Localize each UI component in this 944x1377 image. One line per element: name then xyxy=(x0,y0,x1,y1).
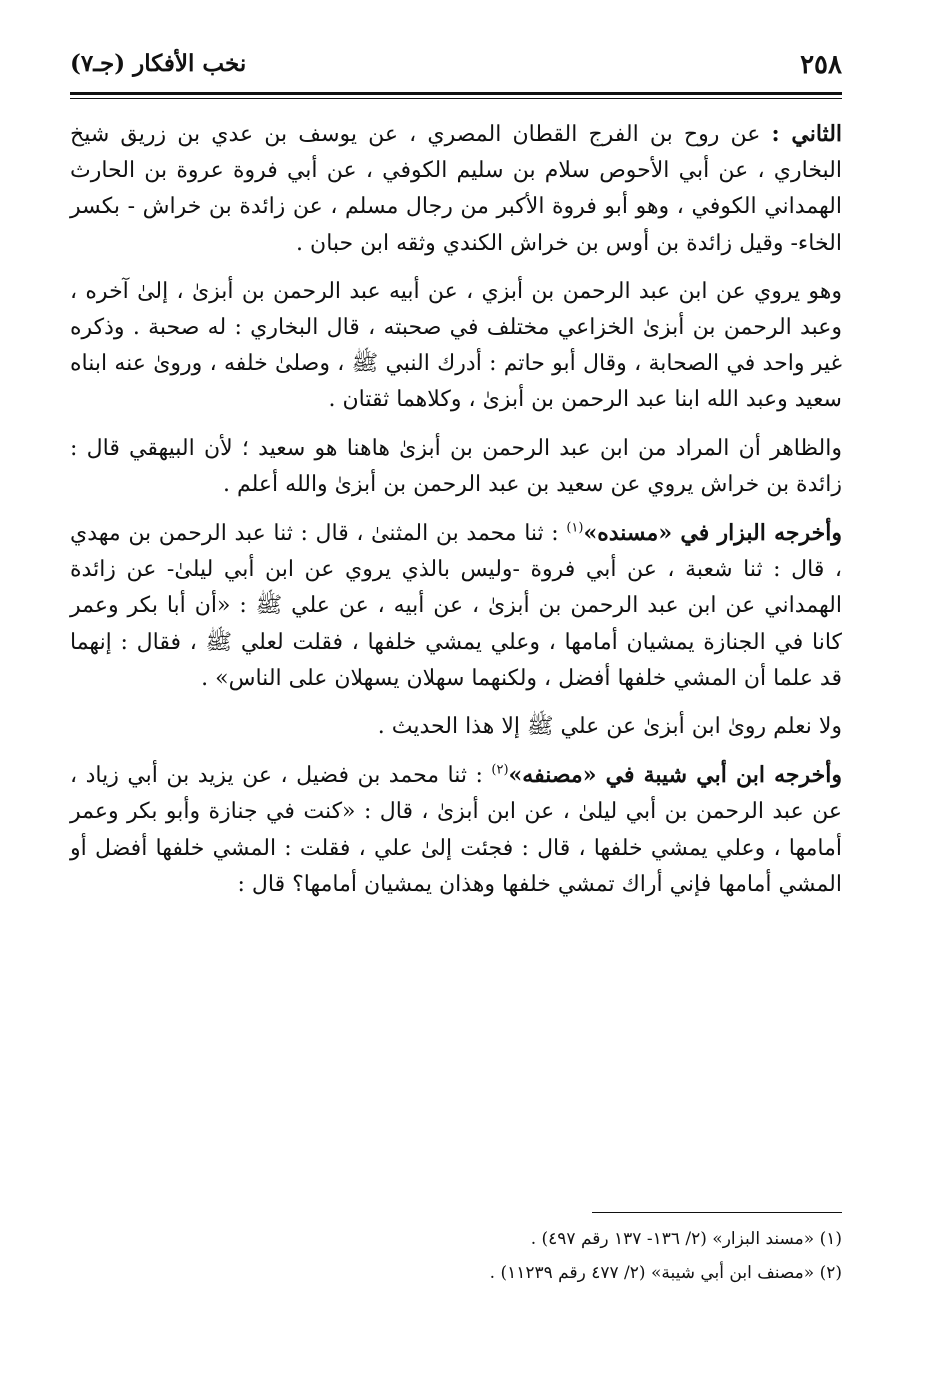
footnote-ref-2[interactable]: (٢) xyxy=(491,762,509,778)
paragraph-lead: الثاني : xyxy=(771,121,843,147)
paragraph-4 xyxy=(70,515,842,697)
book-page xyxy=(70,44,842,1344)
header-rule-thin xyxy=(70,98,842,99)
footnote-1: (١) «مسند البزار» (٢/ ١٣٦- ١٣٧ رقم ٤٩٧) . xyxy=(530,1229,842,1249)
paragraph-lead: وأخرجه ابن أبي شيبة في «مصنفه» xyxy=(508,762,842,789)
footnotes xyxy=(70,1222,842,1290)
paragraph-text: : ثنا محمد بن فضيل ، عن يزيد بن أبي زياد ، عن عبد الرحمن بن أبي ليلىٰ ، عن ابن أبزىٰ ، قال : «كنت في جنازة وأبو بكر وعمر أمامها ، وعلي يمشي خلفها ، قال : فجئت إلىٰ علي ، فقلت : المشي خلفها أفضل أو المشي أمامها فإني أراك تمشي خلفها وهذان يمشيان أمامها؟ قال : xyxy=(70,763,842,897)
paragraph-text: : ثنا محمد بن المثنىٰ ، قال : ثنا عبد الرحمن بن مهدي ، قال : ثنا شعبة ، عن أبي فروة -وليس بالذي يروي عن ابن أبي ليلىٰ- عن زائدة الهمداني عن ابن عبد الرحمن بن أبزىٰ ، عن أبيه ، عن علي ﷺ : «أن أبا بكر وعمر كانا في الجنازة يمشيان أمامها ، وعلي يمشي خلفها ، فقلت لعلي ﷺ ، فقال : إنهما قد علما أن المشي خلفها أفضل ، ولكنهما سهلان يسهلان على الناس» . xyxy=(70,521,842,691)
footnote-separator xyxy=(592,1212,842,1213)
paragraph-1 xyxy=(70,116,842,262)
paragraph-lead: وأخرجه البزار في «مسنده» xyxy=(583,520,842,547)
paragraph-3 xyxy=(70,431,842,503)
header-rule-thick xyxy=(70,92,842,95)
paragraph-text: والظاهر أن المراد من ابن عبد الرحمن بن أبزىٰ هاهنا هو سعيد ؛ لأن البيهقي قال : زائدة بن خراش يروي عن سعيد بن عبد الرحمن بن أبزىٰ والله أعلم . xyxy=(70,435,842,497)
page-header xyxy=(70,44,842,90)
page-body xyxy=(70,116,842,915)
footnote-ref-1[interactable]: (١) xyxy=(566,520,584,536)
paragraph-2 xyxy=(70,274,842,419)
page-number: ٢٥٨ xyxy=(800,50,842,80)
paragraph-text: وهو يروي عن ابن عبد الرحمن بن أبزي ، عن أبيه عبد الرحمن بن أبزىٰ ، إلىٰ آخره ، وعبد الرحمن بن أبزىٰ الخزاعي مختلف في صحبته ، قال البخاري : له صحبة . وذكره غير واحد في الصحابة ، وقال أبو حاتم : أدرك النبي ﷺ ، وصلىٰ خلفه ، وروىٰ عنه ابناه سعيد وعبد الله ابنا عبد الرحمن بن أبزىٰ ، وكلاهما ثقتان . xyxy=(70,278,842,413)
footnote-2: (٢) «مصنف ابن أبي شيبة» (٢/ ٤٧٧ رقم ١١٢٣٩) . xyxy=(489,1263,842,1283)
paragraph-text: عن روح بن الفرج القطان المصري ، عن يوسف بن عدي بن زريق شيخ البخاري ، عن أبي الأحوص سلام بن سليم الكوفي ، عن أبي فروة عروة بن الحارث الهمداني الكوفي ، وهو أبو فروة الأكبر من رجال مسلم ، عن زائدة بن خراش - بكسر الخاء- وقيل زائدة بن أوس بن خراش الكندي وثقه ابن حبان . xyxy=(70,122,842,256)
paragraph-text: ولا نعلم روىٰ ابن أبزىٰ عن علي ﷺ إلا هذا الحديث . xyxy=(377,714,842,740)
paragraph-6 xyxy=(70,757,842,903)
running-title: نخب الأفكار (جـ٧) xyxy=(70,50,247,77)
paragraph-5 xyxy=(70,709,842,745)
